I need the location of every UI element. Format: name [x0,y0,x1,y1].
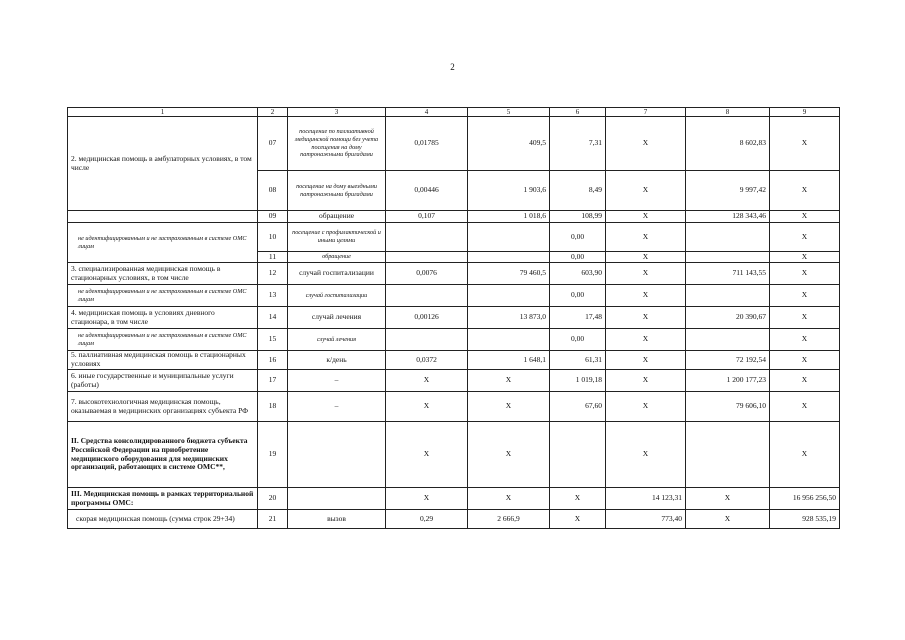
cell: X [770,392,840,422]
cell: 79 606,10 [686,392,770,422]
unit-cell: обращение [288,252,386,263]
cell: X [550,488,606,510]
column-number: 3 [288,108,386,117]
cell: X [606,117,686,171]
cell: 72 192,54 [686,351,770,370]
table-row [68,510,840,529]
cell: X [606,307,686,329]
row-code: 07 [258,117,288,171]
cell: 13 873,0 [468,307,550,329]
row-code: 16 [258,351,288,370]
cell: X [606,329,686,351]
row-code: 20 [258,488,288,510]
unit-cell [288,488,386,510]
cell: X [770,171,840,211]
cell: X [770,285,840,307]
unit-cell: случай госпитализации [288,263,386,285]
cell: X [386,488,468,510]
cell: 0,00 [550,285,606,307]
cell: X [770,263,840,285]
cell: 0,00 [550,329,606,351]
column-number: 5 [468,108,550,117]
table-row [68,392,840,422]
unit-cell: случай госпитализации [288,285,386,307]
cell [386,285,468,307]
unit-cell: случай лечения [288,307,386,329]
cell [468,223,550,252]
row-code: 11 [258,252,288,263]
cell: X [686,510,770,529]
cell: X [468,488,550,510]
cell: 0,107 [386,211,468,223]
table-row [68,422,840,488]
row-name: II. Средства консолидированного бюджета субъекта Российской Федерации на приобретение медицинского оборудования для медицинских организаций, работающих в системе ОМС**, [68,422,258,488]
cell: X [770,223,840,252]
cell: X [606,263,686,285]
cell: X [770,117,840,171]
table-row [68,329,840,351]
table-row [68,211,840,223]
unit-cell: посещение с профилактической и иными целями [288,223,386,252]
cell: 409,5 [468,117,550,171]
row-code: 08 [258,171,288,211]
cell: 67,60 [550,392,606,422]
table-row [68,488,840,510]
row-name: 4. медицинская помощь в условиях дневного стационара, в том числе [68,307,258,329]
cell [468,285,550,307]
cell: 0,00126 [386,307,468,329]
table-row [68,263,840,285]
column-number: 7 [606,108,686,117]
row-name: 3. специализированная медицинская помощь в стационарных условиях, в том числе [68,263,258,285]
cell: X [606,252,686,263]
cell: 8,49 [550,171,606,211]
unit-cell: вызов [288,510,386,529]
row-name: 7. высокотехнологичная медицинская помощь, оказываемая в медицинских организациях субъекта РФ [68,392,258,422]
cell: 0,29 [386,510,468,529]
unit-cell [288,422,386,488]
cell: 2 666,9 [468,510,550,529]
cell: X [386,422,468,488]
cell: 1 903,6 [468,171,550,211]
column-number: 2 [258,108,288,117]
cell: 711 143,55 [686,263,770,285]
cell: 9 997,42 [686,171,770,211]
row-code: 17 [258,370,288,392]
cell: X [386,370,468,392]
cell: 1 648,1 [468,351,550,370]
cell: X [550,510,606,529]
column-number: 1 [68,108,258,117]
cell: X [386,392,468,422]
cell [550,422,606,488]
cell: X [468,370,550,392]
table-row [68,351,840,370]
cell: 8 602,83 [686,117,770,171]
cell: X [468,392,550,422]
cell: 0,00446 [386,171,468,211]
cell [686,223,770,252]
row-code: 12 [258,263,288,285]
cell: X [606,422,686,488]
cell: 61,31 [550,351,606,370]
cell: 14 123,31 [606,488,686,510]
cell: X [770,307,840,329]
cell: 16 956 256,50 [770,488,840,510]
cell: X [770,422,840,488]
cell: 128 343,46 [686,211,770,223]
cell [386,329,468,351]
row-name: скорая медицинская помощь (сумма строк 29+34) [68,510,258,529]
cell: 17,48 [550,307,606,329]
row-code: 10 [258,223,288,252]
row-code: 13 [258,285,288,307]
cell: X [606,171,686,211]
row-name: не идентифицированным и не застрахованным в системе ОМС лицам [68,285,258,307]
cell: 79 460,5 [468,263,550,285]
cell [686,285,770,307]
cell: X [770,252,840,263]
cell: X [606,392,686,422]
cell: 0,01785 [386,117,468,171]
cell: 0,00 [550,223,606,252]
cell: X [606,351,686,370]
cell: 928 535,19 [770,510,840,529]
unit-cell: к/день [288,351,386,370]
unit-cell: посещение на дому выездными патронажными бригадами [288,171,386,211]
unit-cell: случай лечения [288,329,386,351]
row-name: не идентифицированным и не застрахованным в системе ОМС лицам [68,329,258,351]
row-name-empty [68,211,258,223]
cell: 603,90 [550,263,606,285]
row-name: не идентифицированным и не застрахованным в системе ОМС лицам [68,223,258,263]
row-name: 5. паллиативная медицинская помощь в стационарных условиях [68,351,258,370]
unit-cell: обращение [288,211,386,223]
column-number: 9 [770,108,840,117]
cell: 773,40 [606,510,686,529]
page-number: 2 [450,62,455,72]
cell [468,252,550,263]
cell: 20 390,67 [686,307,770,329]
cell [686,252,770,263]
table-row [68,307,840,329]
table-row [68,370,840,392]
cell: 1 018,6 [468,211,550,223]
unit-cell: – [288,392,386,422]
row-name: 6. иные государственные и муниципальные услуги (работы) [68,370,258,392]
row-code: 18 [258,392,288,422]
cell: X [770,351,840,370]
column-number: 8 [686,108,770,117]
table-row [68,117,840,171]
cell: 1 019,18 [550,370,606,392]
cell [686,422,770,488]
financing-table [67,107,840,529]
cell: X [606,285,686,307]
cell [386,223,468,252]
row-code: 09 [258,211,288,223]
column-number: 6 [550,108,606,117]
cell [386,252,468,263]
cell: X [606,211,686,223]
cell: X [606,223,686,252]
cell: X [686,488,770,510]
row-code: 21 [258,510,288,529]
row-name: III. Медицинская помощь в рамках территориальной программы ОМС: [68,488,258,510]
cell: 1 200 177,23 [686,370,770,392]
cell [686,329,770,351]
cell: X [468,422,550,488]
cell: 7,31 [550,117,606,171]
cell: 108,99 [550,211,606,223]
unit-cell: – [288,370,386,392]
table-row [68,223,840,252]
cell: 0,0076 [386,263,468,285]
cell: X [770,370,840,392]
table-row [68,285,840,307]
cell: X [606,370,686,392]
row-code: 15 [258,329,288,351]
row-code: 19 [258,422,288,488]
cell: X [770,211,840,223]
unit-cell: посещение по паллиативной медицинской помощи без учета посещения на дому патронажными бригадами [288,117,386,171]
cell: 0,0372 [386,351,468,370]
row-name: 2. медицинская помощь в амбулаторных условиях, в том числе [68,117,258,211]
cell: 0,00 [550,252,606,263]
cell [468,329,550,351]
row-code: 14 [258,307,288,329]
column-number: 4 [386,108,468,117]
table-header-row [68,108,840,117]
cell: X [770,329,840,351]
